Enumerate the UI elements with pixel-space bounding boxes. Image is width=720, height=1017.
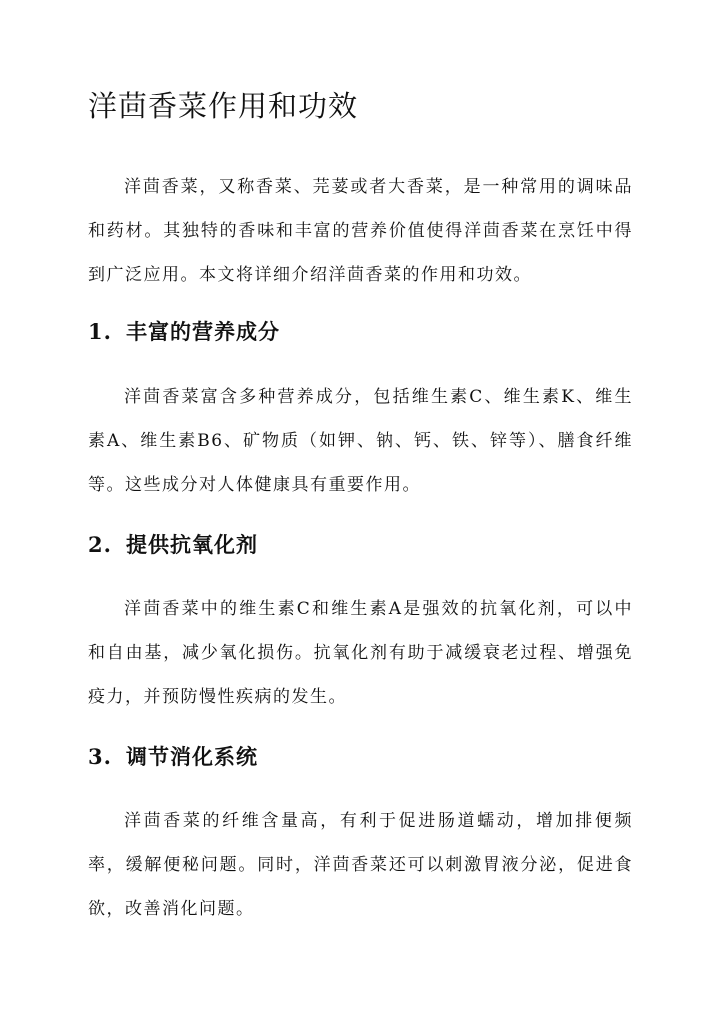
section-paragraph-3: 洋茴香菜的纤维含量高，有利于促进肠道蠕动，增加排便频率，缓解便秘问题。同时，洋茴香菜还可以刺激胃液分泌，促进食欲，改善消化问题。 <box>88 811 633 919</box>
section-number: 1. <box>88 319 112 344</box>
page-title: 洋茴香菜作用和功效 <box>88 89 359 123</box>
section-paragraph-1: 洋茴香菜富含多种营养成分，包括维生素C、维生素K、维生素A、维生素B6、矿物质（如钾、钠、钙、铁、锌等）、膳食纤维等。这些成分对人体健康具有重要作用。 <box>88 387 633 495</box>
section-title: 丰富的营养成分 <box>126 319 280 344</box>
section-paragraph-2: 洋茴香菜中的维生素C和维生素A是强效的抗氧化剂，可以中和自由基，减少氧化损伤。抗氧化剂有助于减缓衰老过程、增强免疫力，并预防慢性疾病的发生。 <box>88 599 633 707</box>
section-heading-2 <box>88 525 633 565</box>
section-heading-1 <box>88 312 633 352</box>
section-title: 提供抗氧化剂 <box>126 532 258 557</box>
section-number: 3. <box>88 744 112 769</box>
intro-paragraph: 洋茴香菜，又称香菜、芫荽或者大香菜，是一种常用的调味品和药材。其独特的香味和丰富的营养价值使得洋茴香菜在烹饪中得到广泛应用。本文将详细介绍洋茴香菜的作用和功效。 <box>88 177 633 285</box>
section-heading-3 <box>88 737 633 777</box>
section-title: 调节消化系统 <box>126 744 258 769</box>
section-number: 2. <box>88 532 112 557</box>
